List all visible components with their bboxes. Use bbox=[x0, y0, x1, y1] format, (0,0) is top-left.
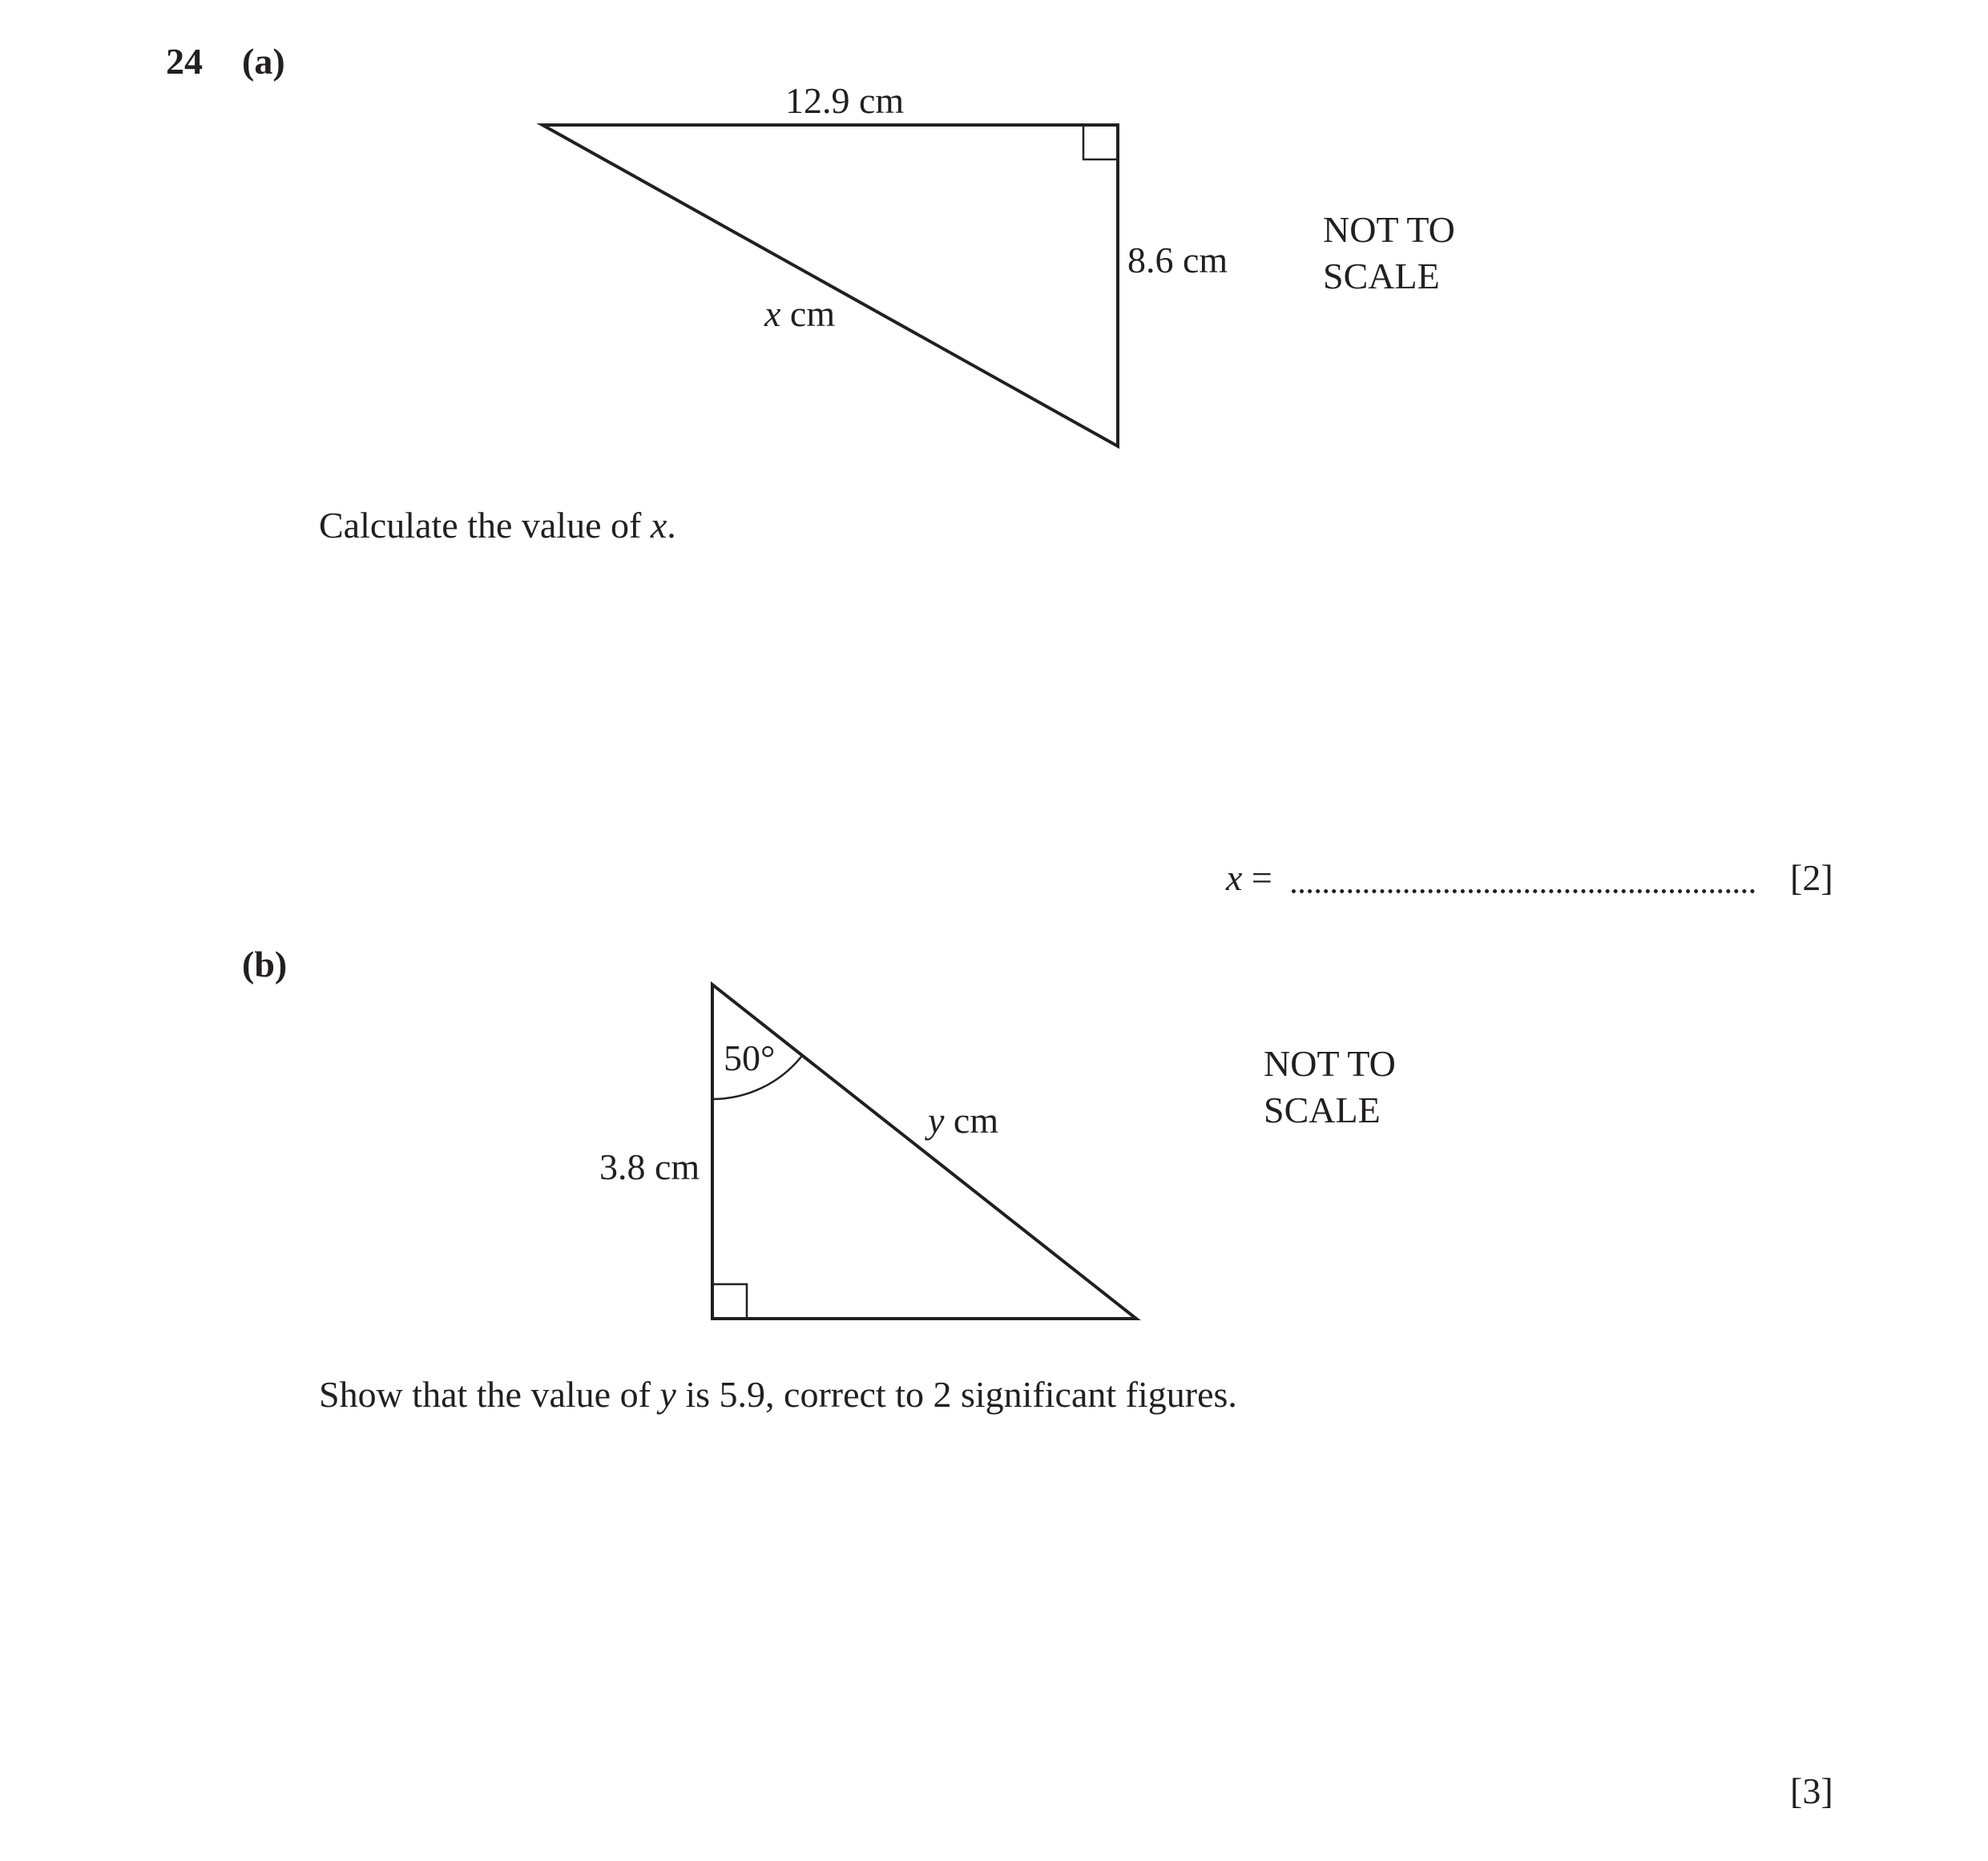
right-angle-marker-a bbox=[1083, 125, 1118, 159]
answer-line-a bbox=[1226, 857, 1272, 898]
hypotenuse-unit-b: cm bbox=[953, 1100, 999, 1141]
instruction-b-suffix: is 5.9, correct to 2 significant figures. bbox=[675, 1374, 1237, 1415]
side-label-top: 12.9 cm bbox=[785, 80, 905, 121]
right-angle-marker-b bbox=[712, 1284, 747, 1319]
triangle-b bbox=[712, 985, 1136, 1319]
not-to-scale-note-b bbox=[1264, 1041, 1396, 1133]
marks-a: [2] bbox=[1790, 857, 1833, 898]
angle-label-b: 50° bbox=[724, 1037, 776, 1078]
instruction-a-suffix: . bbox=[667, 505, 676, 546]
answer-field-a[interactable] bbox=[1292, 889, 1755, 893]
triangle-a bbox=[542, 125, 1118, 446]
part-a-label: (a) bbox=[242, 41, 285, 82]
instruction-a-prefix: Calculate the value of bbox=[319, 505, 651, 546]
note-b-line1: NOT TO bbox=[1264, 1043, 1396, 1084]
triangle-a-outline bbox=[542, 125, 1118, 446]
note-a-line1: NOT TO bbox=[1323, 209, 1455, 250]
note-b-line2: SCALE bbox=[1264, 1089, 1381, 1130]
hypotenuse-label-b bbox=[928, 1102, 998, 1139]
question-number: 24 bbox=[166, 41, 203, 82]
hypotenuse-var-a: x bbox=[764, 293, 781, 334]
side-label-right: 8.6 cm bbox=[1127, 240, 1228, 280]
instruction-b-prefix: Show that the value of bbox=[319, 1374, 660, 1415]
instruction-a-var: x bbox=[650, 505, 667, 546]
note-a-line2: SCALE bbox=[1323, 255, 1440, 296]
hypotenuse-label-a bbox=[764, 293, 836, 334]
instruction-b-var: y bbox=[659, 1374, 676, 1415]
hypotenuse-var-b: y bbox=[928, 1100, 945, 1141]
instruction-a bbox=[319, 507, 676, 544]
answer-eq-a: = bbox=[1251, 857, 1272, 898]
marks-b: [3] bbox=[1790, 1770, 1833, 1811]
instruction-b bbox=[319, 1376, 1237, 1413]
hypotenuse-unit-a: cm bbox=[789, 293, 836, 334]
not-to-scale-note-a bbox=[1323, 207, 1455, 299]
side-label-left: 3.8 cm bbox=[599, 1146, 700, 1187]
part-b-label: (b) bbox=[242, 944, 288, 985]
triangle-b-outline bbox=[712, 985, 1136, 1319]
answer-var-a: x bbox=[1226, 857, 1243, 898]
